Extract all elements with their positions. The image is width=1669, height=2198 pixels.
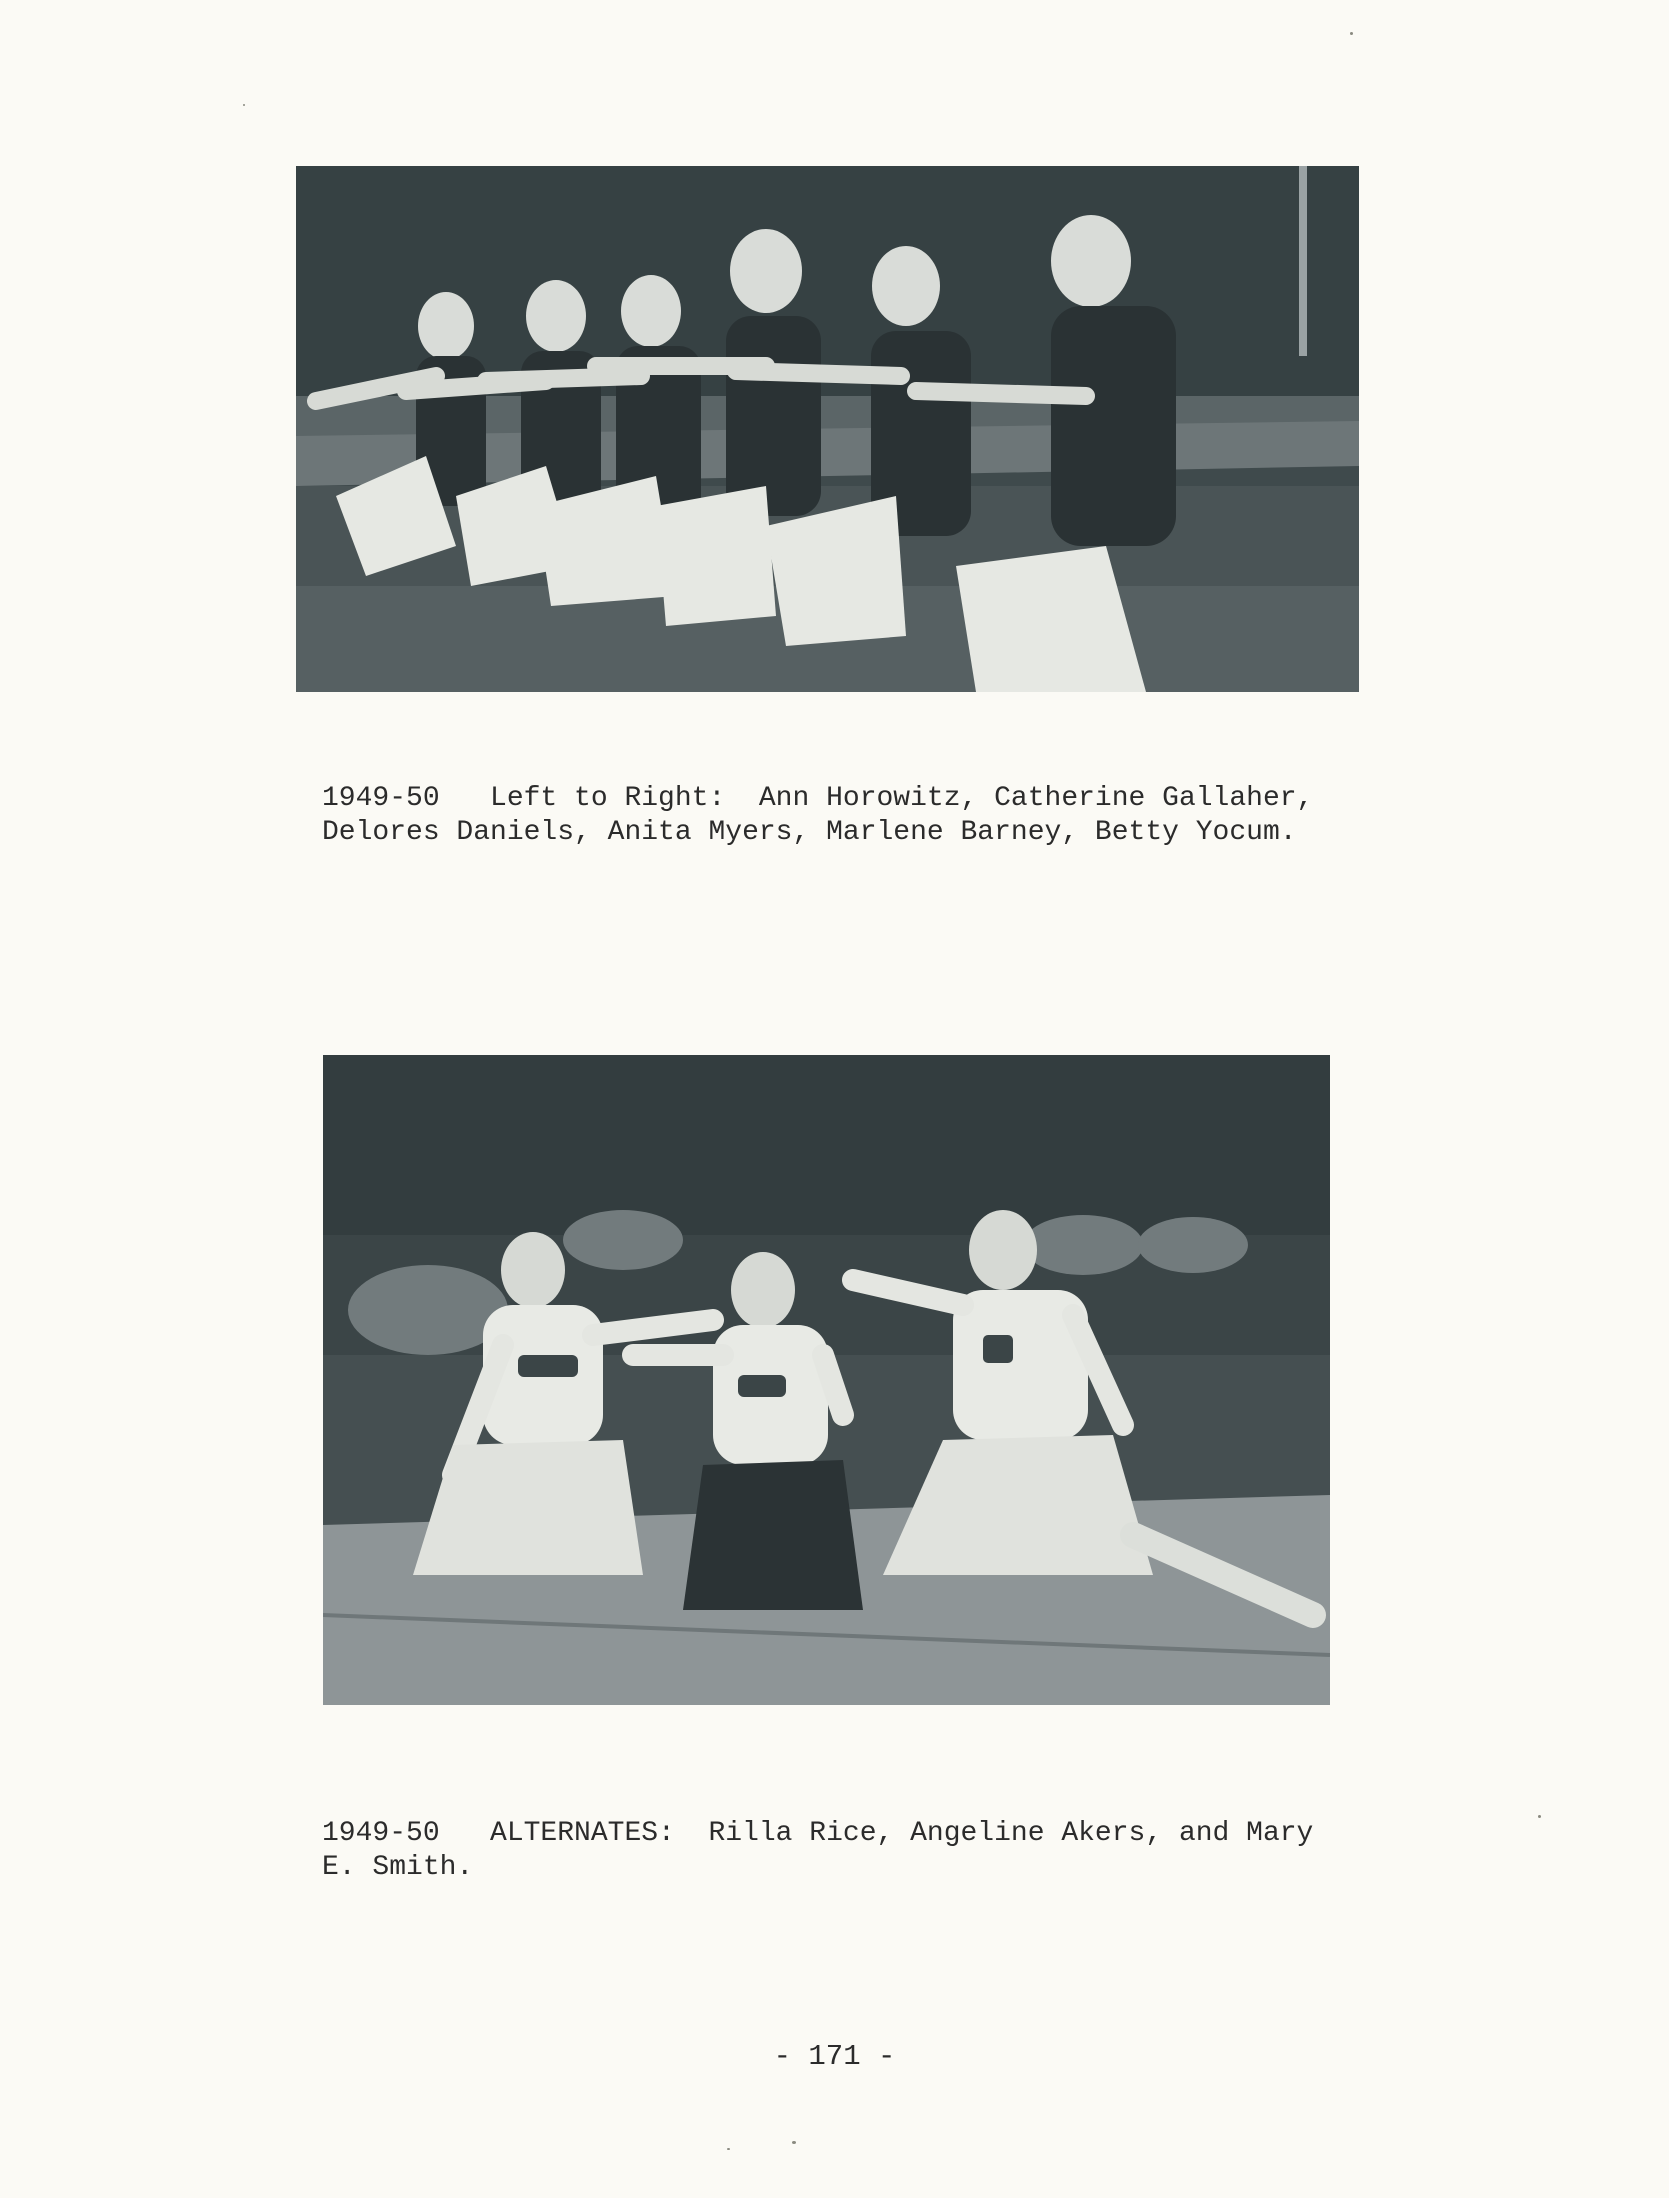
scan-speck (727, 2148, 730, 2150)
caption-first-line-2: Delores Daniels, Anita Myers, Marlene Barney, Betty Yocum. (322, 817, 1297, 848)
scan-speck (1538, 1815, 1541, 1818)
scan-speck (243, 104, 245, 106)
page-number: - 171 - (773, 2040, 896, 2073)
caption-second-line-1: 1949-50 ALTERNATES: Rilla Rice, Angeline Akers, and Mary (322, 1818, 1314, 1849)
cheerleaders-row-photo (296, 166, 1359, 692)
scan-speck (1350, 32, 1353, 35)
alternates-image (323, 1055, 1330, 1705)
photo-caption-first (322, 782, 1313, 850)
alternates-photo (323, 1055, 1330, 1705)
cheerleaders-row-image (296, 166, 1359, 692)
caption-second-line-2: E. Smith. (322, 1852, 474, 1883)
caption-first-line-1: 1949-50 Left to Right: Ann Horowitz, Catherine Gallaher, (322, 783, 1314, 814)
scan-speck (792, 2141, 796, 2144)
photo-caption-second (322, 1817, 1313, 1885)
